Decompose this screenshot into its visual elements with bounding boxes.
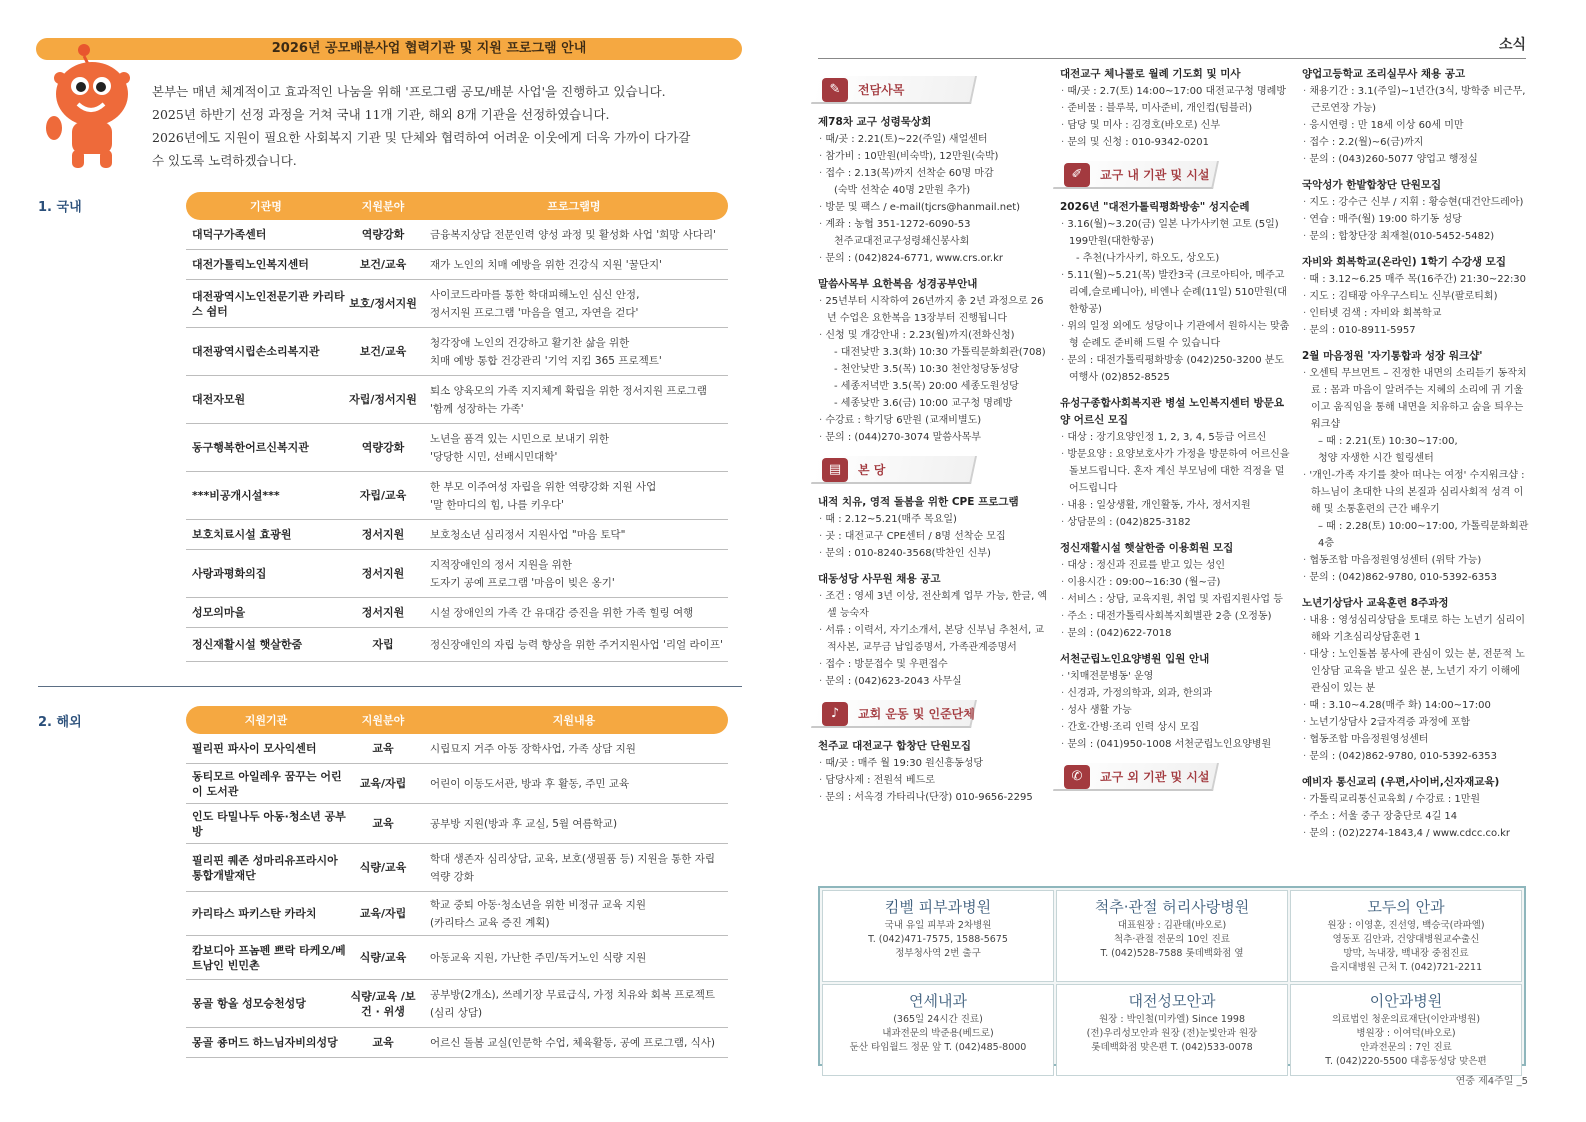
- notice-subitem: (숙박 선착순 40명 2만원 추가): [834, 185, 971, 196]
- org-name: 필리핀 파사이 모사익센터: [192, 742, 317, 755]
- intro-line: 2025년 하반기 선정 과정을 거쳐 국내 11개 기관, 해외 8개 기관을 선정하였습니다.: [152, 107, 610, 122]
- intro-text: [152, 80, 752, 172]
- program-cell: [420, 430, 728, 466]
- program-line: 역량 강화: [430, 870, 474, 883]
- notice-item: · 가톨릭교리통신교육회 / 수강료 : 1만원: [1302, 791, 1532, 808]
- support-field: 식량/교육: [359, 951, 407, 964]
- notice-title: 말씀사목부 요한복음 성경공부안내: [818, 278, 978, 290]
- org-name: 대전자모원: [192, 393, 246, 406]
- notice-item: · 방문 및 팩스 / e-mail(tjcrs@hanmail.net): [818, 199, 1048, 216]
- ad-name: 이안과병원: [1369, 992, 1443, 1010]
- program-cell: [420, 256, 728, 274]
- program-line: 어린이 이동도서관, 방과 후 활동, 주민 교육: [430, 777, 630, 790]
- program-line: 시설 장애인의 가족 간 유대감 증진을 위한 가족 힐링 여행: [430, 606, 694, 619]
- ad-line: T. (042)528-7588 롯데백화점 옆: [1100, 948, 1244, 959]
- news-column-1: [818, 66, 1048, 806]
- tab-icon: ♪: [822, 702, 848, 726]
- notice-item: · 간호·간병·조리 인력 상시 모집: [1060, 719, 1290, 736]
- support-field: 정서지원: [361, 528, 405, 541]
- notice-item: · 신경과, 가정의학과, 외과, 한의과: [1060, 685, 1290, 702]
- program-line: 지적장애인의 정서 지원을 위한: [430, 558, 572, 571]
- support-field: 정서지원: [361, 606, 405, 619]
- org-name: 동구행복한어르신복지관: [192, 441, 309, 454]
- org-name: 보호치료시설 효광원: [192, 528, 292, 541]
- ad-line: 안과전문의 : 7인 진료: [1360, 1042, 1452, 1053]
- notice-item: · 문의 : 010-8911-5957: [1302, 322, 1532, 339]
- program-cell: [420, 526, 728, 544]
- notice-title: 서천군립노인요양병원 입원 안내: [1060, 653, 1210, 665]
- notice-item: · 조건 : 영세 3년 이상, 전산회계 업무 가능, 한글, 엑셀 능숙자: [818, 588, 1048, 622]
- org-name: 인도 타밀나두 아동·청소년 공부방: [192, 809, 346, 838]
- support-field: 자립/정서지원: [349, 393, 417, 406]
- section-tab: [814, 72, 984, 104]
- notice-item: · 지도 : 강수근 신부 / 지휘 : 황승현(대건안드레아): [1302, 194, 1532, 211]
- table-row: [186, 980, 728, 1028]
- ad-line: 롯데백화점 맞은편 T. (042)533-0078: [1091, 1042, 1253, 1053]
- notice-item: · 때/곳 : 매주 월 19:30 원신흥동성당: [818, 755, 1048, 772]
- program-line: 학대 생존자 심리상담, 교육, 보호(생필품 등) 지원을 통한 자립: [430, 852, 716, 865]
- org-name: 대전광역시노인전문기관 카리타스 쉼터: [192, 289, 345, 318]
- notice-title: 2월 마음정원 '자기통합과 성장 워크샵': [1302, 350, 1483, 362]
- notice-item: · 협동조합 마음정원영성센터: [1302, 731, 1532, 748]
- program-cell: [420, 850, 728, 886]
- tab-label: 본 당: [858, 463, 886, 477]
- notice-item: · 문의 : (043)260-5077 양업고 행정실: [1302, 151, 1532, 168]
- notice-item: · 서비스 : 상담, 교육지원, 취업 및 자립지원사업 등: [1060, 591, 1290, 608]
- notice-subitem: 천주교대전교구성령쇄신봉사회: [834, 236, 970, 247]
- notice-item: · 신청 및 개강안내 : 2.23(월)까지(전화신청): [818, 327, 1048, 344]
- notice-title: 국악성가 한밭합창단 단원모집: [1302, 179, 1442, 191]
- program-cell: [420, 815, 728, 833]
- program-line: 공부방(2개소), 쓰레기장 무료급식, 가정 치유와 회복 프로젝트: [430, 988, 716, 1001]
- ad-line: 대표원장 : 김관태(바오로): [1117, 920, 1227, 931]
- ad-line: 영동포 김안과, 건양대병원교수출신: [1332, 934, 1480, 945]
- support-field: 교육: [372, 742, 394, 755]
- program-cell: [420, 556, 728, 592]
- page-label: 소식: [1498, 37, 1526, 53]
- program-line: 노년을 품격 있는 시민으로 보내기 위한: [430, 432, 609, 445]
- support-field: 자립/교육: [359, 489, 407, 502]
- tab-label: 교구 외 기관 및 시설: [1100, 770, 1210, 784]
- program-cell: [420, 286, 728, 322]
- ad-line: 척추·관절 전문의 10인 진료: [1114, 934, 1230, 945]
- program-cell: [420, 226, 728, 244]
- notice-item: · 문의 : 010-8240-3568(박찬인 신부): [818, 545, 1048, 562]
- ad-name: 대전성모안과: [1128, 992, 1216, 1010]
- org-name: 카리타스 파키스탄 카라치: [192, 907, 317, 920]
- news-column-2: [1060, 66, 1290, 801]
- notice-item: · 담당 및 미사 : 김경호(바오로) 신부: [1060, 117, 1290, 134]
- table-row: [186, 734, 728, 764]
- program-cell: [420, 775, 728, 793]
- notice-title: 자비와 회복학교(온라인) 1학기 수강생 모집: [1302, 256, 1506, 268]
- notice-item: · 주소 : 대전가톨릭사회복지회별관 2층 (오정동): [1060, 608, 1290, 625]
- program-line: 사이코드라마를 통한 학대피해노인 심신 안정,: [430, 288, 640, 301]
- notice-title: 유성구종합사회복지관 병설 노인복지센터 방문요양 어르신 모집: [1060, 397, 1284, 426]
- news-column-3: [1302, 66, 1532, 842]
- notice-item: · 문의 : (042)824-6771, www.crs.or.kr: [818, 250, 1048, 267]
- notice-title: 양업고등학교 조리실무사 채용 공고: [1302, 68, 1466, 80]
- notice-subitem: - 추천(나가사키, 하오도, 상오도): [1076, 253, 1220, 264]
- program-line: 재가 노인의 치매 예방을 위한 건강식 지원 '꿀단지': [430, 258, 662, 271]
- intro-line: 수 있도록 노력하겠습니다.: [152, 153, 297, 168]
- table-row: [186, 472, 728, 520]
- program-line: '말 한마디의 힘, 나를 키우다': [430, 498, 565, 511]
- support-field: 정서지원: [361, 567, 405, 580]
- notice-item: · 수강료 : 학기당 6만원 (교재비별도): [818, 412, 1048, 429]
- notice-item: · 문의 및 신청 : 010-9342-0201: [1060, 134, 1290, 151]
- section-tab: [814, 452, 984, 484]
- ad-line: 정부청사역 2번 출구: [895, 948, 981, 959]
- notice-item: · 대상 : 장기요양인정 1, 2, 3, 4, 5등급 어르신: [1060, 429, 1290, 446]
- org-name: 동티모르 아일레우 꿈꾸는 어린이 도서관: [192, 769, 342, 798]
- ad-box: [1290, 890, 1522, 982]
- support-field: 교육/자립: [359, 907, 407, 920]
- ad-line: (365일 24시간 진료): [893, 1014, 983, 1025]
- header-org: 기관명: [250, 200, 282, 213]
- notice-title: 노년기상담사 교육훈련 8주과정: [1302, 597, 1449, 609]
- notice-item: · 문의 : (042)623-2043 사무실: [818, 673, 1048, 690]
- ad-line: 둔산 타임월드 정문 앞 T. (042)485-8000: [849, 1042, 1027, 1053]
- notice-item: · 때/곳 : 2.21(토)~22(주일) 새얼센터: [818, 131, 1048, 148]
- program-line: 시립묘지 거주 아동 장학사업, 가족 상담 지원: [430, 742, 636, 755]
- notice-item: · 위의 일정 외에도 성당이나 기관에서 원하시는 맞춤형 순례도 준비해 드릴 수 있습니다: [1060, 318, 1290, 352]
- program-cell: [420, 896, 728, 932]
- table-row: [186, 764, 728, 804]
- support-field: 교육/자립: [359, 777, 407, 790]
- notice-item: · 때 : 3.12~6.25 매주 목(16주간) 21:30~22:30: [1302, 271, 1532, 288]
- notice-item: · 25년부터 시작하여 26년까지 총 2년 과정으로 26년 수업은 요한복음 13장부터 진행됩니다: [818, 293, 1048, 327]
- notice-item: · 협동조합 마음정원영성센터 (위탁 가능): [1302, 552, 1532, 569]
- org-name: 대덕구가족센터: [192, 228, 267, 241]
- notice-item: · 문의 : 대전가톨릭평화방송 (042)250-3200 분도여행사 (02)852-8525: [1060, 352, 1290, 386]
- intro-line: 본부는 매년 체계적이고 효과적인 나눔을 위해 '프로그램 공모/배분 사업'을 진행하고 있습니다.: [152, 84, 666, 99]
- org-name: 대전가톨릭노인복지센터: [192, 258, 309, 271]
- notice-item: · 참가비 : 10만원(비숙박), 12만원(숙박): [818, 148, 1048, 165]
- program-line: 공부방 지원(방과 후 교실, 5월 여름학교): [430, 817, 618, 830]
- program-line: 청각장애 노인의 건강하고 활기찬 삶을 위한: [430, 336, 630, 349]
- ad-name: 모두의 안과: [1367, 898, 1445, 916]
- org-name: ***비공개시설***: [192, 489, 280, 502]
- notice-title: 정신재활시설 햇살한줌 이용회원 모집: [1060, 542, 1234, 554]
- header-field: 지원분야: [361, 714, 405, 727]
- notice-item: · 성사 생활 가능: [1060, 702, 1290, 719]
- ad-name: 연세내과: [909, 992, 967, 1010]
- ads-grid: [818, 886, 1526, 1066]
- ad-line: 의료법인 청운의료재단(이안과병원): [1331, 1014, 1481, 1025]
- domestic-label: 1. 국내: [38, 200, 82, 215]
- ad-line: (전)우리성모안과 원장 (전)눈빛안과 원장: [1086, 1028, 1258, 1039]
- support-field: 식량/교육 /보건 · 위생: [350, 989, 416, 1018]
- program-line: 아동교육 지원, 가난한 주민/독거노인 식량 지원: [430, 951, 647, 964]
- notice-item: · 접수 : 방문접수 및 우편접수: [818, 656, 1048, 673]
- table-row: [186, 220, 728, 250]
- notice-title: 내적 치유, 영적 돌봄을 위한 CPE 프로그램: [818, 496, 1019, 508]
- table-row: [186, 328, 728, 376]
- table-row: [186, 280, 728, 328]
- ad-box: [822, 890, 1054, 982]
- program-cell: [420, 604, 728, 622]
- notice-item: · 내용 : 영성심리상담을 토대로 하는 노년기 심리이해와 기초심리상담훈련 1: [1302, 612, 1532, 646]
- overseas-label: 2. 해외: [38, 715, 82, 730]
- program-line: (카리타스 교육 증진 계획): [430, 916, 550, 929]
- notice-item: · 주소 : 서울 중구 장충단로 4길 14: [1302, 808, 1532, 825]
- org-name: 정신재활시설 햇살한줌: [192, 638, 303, 651]
- program-cell: [420, 986, 728, 1022]
- ad-line: 원장 : 이영훈, 진선영, 백승국(라파엘): [1327, 920, 1485, 931]
- header-field: 지원분야: [361, 200, 405, 213]
- ad-box: [1290, 984, 1522, 1076]
- notice-subitem: - 세종낮반 3.6(금) 10:00 교구청 명례방: [834, 398, 1013, 409]
- section-divider: [38, 686, 742, 687]
- notice-item: · 상담문의 : (042)825-3182: [1060, 514, 1290, 531]
- program-cell: [420, 382, 728, 418]
- notice-item: · 인터넷 검색 : 자비와 회복학교: [1302, 305, 1532, 322]
- notice-item: · 접수 : 2.2(월)~6(금)까지: [1302, 134, 1532, 151]
- notice-item: · '개인-가족 자기를 찾아 떠나는 여정' 수지워크샵 : 하느님이 초대한 나의 본질과 심리사회적 성격 이해 및 소통훈련의 근간 배우기: [1302, 467, 1532, 518]
- ad-line: 을지대병원 근처 T. (042)721-2211: [1329, 962, 1483, 973]
- notice-item: · 대상 : 정신과 진료를 받고 있는 성인: [1060, 557, 1290, 574]
- table-row: [186, 520, 728, 550]
- notice-item: · 5.11(월)~5.21(목) 발칸3국 (크로아티아, 메주고리예,슬로베니아), 비엔나 순례(11일) 510만원(대한항공): [1060, 267, 1290, 318]
- program-line: (심리 상담): [430, 1006, 483, 1019]
- header-program: 지원내용: [552, 714, 596, 727]
- table-row: [186, 376, 728, 424]
- program-line: 어르신 돌봄 교실(인문학 수업, 체육활동, 공예 프로그램, 식사): [430, 1036, 716, 1049]
- overseas-table: [186, 706, 728, 1058]
- banner-title: 2026년 공모배분사업 협력기관 및 지원 프로그램 안내: [271, 41, 587, 56]
- table-row: [186, 250, 728, 280]
- ad-box: [822, 984, 1054, 1076]
- program-cell: [420, 478, 728, 514]
- notice-title: 2026년 "대전가톨릭평화방송" 성지순례: [1060, 201, 1250, 213]
- table-row: [186, 804, 728, 844]
- program-line: 도자기 공예 프로그램 '마음이 빚은 옹기': [430, 576, 615, 589]
- ad-line: 병원장 : 이여덕(바오로): [1356, 1028, 1456, 1039]
- header-org: 지원기관: [244, 714, 288, 727]
- notice-item: · 노년기상담사 2급자격증 과정에 포함: [1302, 714, 1532, 731]
- table-row: [186, 936, 728, 980]
- org-name: 사랑과평화의집: [192, 567, 267, 580]
- org-name: 대전광역시립손소리복지관: [192, 345, 320, 358]
- notice-item: · 문의 : (042)862-9780, 010-5392-6353: [1302, 569, 1532, 586]
- notice-item: · 문의 : (042)622-7018: [1060, 625, 1290, 642]
- notice-item: · 계좌 : 농협 351-1272-6090-53: [818, 216, 1048, 233]
- tab-label: 전담사목: [858, 83, 905, 97]
- program-cell: [420, 334, 728, 370]
- header-program: 프로그램명: [547, 200, 601, 213]
- notice-item: · 문의 : 합창단장 최재철(010-5452-5482): [1302, 228, 1532, 245]
- org-name: 몽골 죵머드 하느님자비의성당: [192, 1036, 338, 1049]
- notice-item: · 담당사제 : 전원석 베드로: [818, 772, 1048, 789]
- table-header: [186, 192, 728, 220]
- program-line: 퇴소 양육모의 가족 지지체계 확립을 위한 정서지원 프로그램: [430, 384, 707, 397]
- table-row: [186, 628, 728, 662]
- ad-name: 킴벨 피부과병원: [884, 898, 992, 916]
- support-field: 교육: [372, 1036, 394, 1049]
- program-line: '함께 성장하는 가족': [430, 402, 524, 415]
- notice-item: · 문의 : (041)950-1008 서천군립노인요양병원: [1060, 736, 1290, 753]
- notice-item: · 접수 : 2.13(목)까지 선착순 60명 마감: [818, 165, 1048, 182]
- tab-icon: ▤: [822, 458, 848, 482]
- notice-subitem: – 때 : 2.21(토) 10:30~17:00,: [1318, 436, 1458, 447]
- table-row: [186, 844, 728, 892]
- program-line: 정서지원 프로그램 '마음을 열고, 자연을 걷다': [430, 306, 639, 319]
- ad-box: [1056, 890, 1288, 982]
- tab-icon: ✐: [1064, 163, 1090, 187]
- program-cell: [420, 636, 728, 654]
- notice-item: · 문의 : 서옥경 가타리나(단장) 010-9656-2295: [818, 789, 1048, 806]
- program-cell: [420, 949, 728, 967]
- notice-item: · 이용시간 : 09:00~16:30 (월~금): [1060, 574, 1290, 591]
- notice-subitem: - 대전낮반 3.3(화) 10:30 가톨릭문화회관(708): [834, 347, 1046, 358]
- table-row: [186, 424, 728, 472]
- notice-item: · 문의 : (042)862-9780, 010-5392-6353: [1302, 748, 1532, 765]
- org-name: 캄보디아 프놈펜 쁘락 타케오/베트남인 빈민촌: [192, 943, 346, 972]
- page-footer: 연중 제4주일 _5: [1455, 1076, 1528, 1087]
- table-row: [186, 550, 728, 598]
- section-tab: [1056, 759, 1226, 791]
- support-field: 보건/교육: [359, 258, 407, 271]
- org-name: 성모의마을: [192, 606, 246, 619]
- table-row: [186, 598, 728, 628]
- program-line: 치매 예방 통합 건강관리 '기억 지킴 365 프로젝트': [430, 354, 662, 367]
- tab-label: 교구 내 기관 및 시설: [1100, 168, 1210, 182]
- notice-title: 대동성당 사무원 채용 공고: [818, 573, 941, 585]
- notice-item: · 문의 : (044)270-3074 말씀사목부: [818, 429, 1048, 446]
- program-line: 금융복지상담 전문인력 양성 과정 및 활성화 사업 '희망 사다리': [430, 228, 717, 241]
- notice-item: · 지도 : 김태광 아우구스티노 신부(팔로티회): [1302, 288, 1532, 305]
- support-field: 교육: [372, 817, 394, 830]
- notice-item: · 3.16(월)~3.20(금) 일본 나가사키현 고토 (5일) 199만원(대한항공): [1060, 216, 1290, 250]
- notice-item: · 준비물 : 블루북, 미사준비, 개인컵(텀블러): [1060, 100, 1290, 117]
- notice-item: · 연습 : 매주(월) 19:00 하기동 성당: [1302, 211, 1532, 228]
- support-field: 식량/교육: [359, 861, 407, 874]
- support-field: 자립: [372, 638, 394, 651]
- notice-subitem: – 때 : 2.28(토) 10:00~17:00, 가톨릭문화회관4층: [1318, 521, 1529, 549]
- ad-line: 내과전문의 박준용(베드로): [882, 1028, 994, 1039]
- ad-box: [1056, 984, 1288, 1076]
- ad-name: 척추·관절 허리사랑병원: [1094, 898, 1250, 916]
- domestic-table: [186, 192, 728, 662]
- table-row: [186, 1028, 728, 1058]
- notice-item: · 대상 : 노인돌봄 봉사에 관심이 있는 분, 전문적 노인상담 교육을 받고 싶은 분, 노년기 자기 이해에 관심이 있는 분: [1302, 646, 1532, 697]
- program-cell: [420, 1034, 728, 1052]
- section-tab: [1056, 157, 1226, 189]
- notice-item: · 문의 : (02)2274-1843,4 / www.cdcc.co.kr: [1302, 825, 1532, 842]
- notice-item: · 방문요양 : 요양보호사가 가정을 방문하여 어르신을 돌보드립니다. 혼자 계신 부모님에 대한 걱정을 덜어드립니다: [1060, 446, 1290, 497]
- tab-icon: ✆: [1064, 765, 1090, 789]
- intro-line: 2026년에도 지원이 필요한 사회복지 기관 및 단체와 협력하여 어려운 이웃에게 더욱 가까이 다가갈: [152, 130, 691, 145]
- org-name: 필리핀 퀘존 성마리유프라시아 통합개발재단: [192, 853, 338, 882]
- notice-item: · 오센틱 무브먼트 – 진정한 내면의 소리듣기 동작치료 : 몸과 마음이 알려주는 지혜의 소리에 귀 기울이고 움직임을 통해 내면을 치유하고 숨을 틔우는 워크샵: [1302, 365, 1532, 433]
- left-page: [0, 0, 780, 1122]
- ad-line: 원장 : 박인철(미카엘) Since 1998: [1098, 1014, 1246, 1025]
- tab-icon: ✎: [822, 78, 848, 102]
- table-header: [186, 706, 728, 734]
- notice-item: · 채용기간 : 3.1(주일)~1년간(3식, 방학중 비근무, 근로연장 가능): [1302, 83, 1532, 117]
- notice-item: · '치매전문병동' 운영: [1060, 668, 1290, 685]
- section-tab: [814, 696, 984, 728]
- program-line: 학교 중퇴 아동·청소년을 위한 비정규 교육 지원: [430, 898, 647, 911]
- program-line: 정신장애인의 자립 능력 향상을 위한 주거지원사업 '리얼 라이프': [430, 638, 723, 651]
- ad-line: 망막, 녹내장, 백내장 중점진료: [1343, 948, 1469, 959]
- notice-item: · 응시연령 : 만 18세 이상 60세 미만: [1302, 117, 1532, 134]
- notice-subitem: - 천안낮반 3.5(목) 10:30 천안청당동성당: [834, 364, 1019, 375]
- tab-label: 교회 운동 및 인준단체: [858, 707, 975, 721]
- notice-item: · 서류 : 이력서, 자기소개서, 본당 신부님 추천서, 교적사본, 교무금 납입증명서, 가족관계증명서: [818, 622, 1048, 656]
- notice-item: · 때 : 3.10~4.28(매주 화) 14:00~17:00: [1302, 697, 1532, 714]
- program-line: 보호청소년 심리정서 지원사업 "마음 토닥": [430, 528, 626, 541]
- notice-item: · 때 : 2.12~5.21(매주 목요일): [818, 511, 1048, 528]
- org-name: 몽골 항올 성모승천성당: [192, 997, 306, 1010]
- support-field: 역량강화: [361, 228, 405, 241]
- notice-title: 천주교 대전교구 합창단 단원모집: [818, 740, 971, 752]
- notice-title: 대전교구 체나콜로 월례 기도회 및 미사: [1060, 68, 1241, 80]
- program-cell: [420, 740, 728, 758]
- notice-title: 제78차 교구 성령묵상회: [818, 116, 932, 128]
- ad-line: 국내 유일 피부과 2차병원: [884, 920, 992, 931]
- ad-line: T. (042)220-5500 대흥동성당 맞은편: [1325, 1056, 1487, 1067]
- notice-title: 예비자 통신교리 (우편,사이버,신자재교육): [1302, 776, 1500, 788]
- ad-line: T. (042)471-7575, 1588-5675: [868, 934, 1008, 945]
- notice-subitem: 청양 자생한 시간 힐링센터: [1318, 453, 1434, 464]
- notice-subitem: - 세종저녁반 3.5(목) 20:00 세종도원성당: [834, 381, 1019, 392]
- notice-item: · 곳 : 대전교구 CPE센터 / 8명 선착순 모집: [818, 528, 1048, 545]
- program-line: '당당한 시민, 선배시민대학': [430, 450, 558, 463]
- notice-item: · 내용 : 일상생활, 개인활동, 가사, 정서지원: [1060, 497, 1290, 514]
- notice-item: · 때/곳 : 2.7(토) 14:00~17:00 대전교구청 명례방: [1060, 83, 1290, 100]
- support-field: 보건/교육: [359, 345, 407, 358]
- support-field: 보호/정서지원: [349, 297, 417, 310]
- support-field: 역량강화: [361, 441, 405, 454]
- table-row: [186, 892, 728, 936]
- program-line: 한 부모 이주여성 자립을 위한 역량강화 지원 사업: [430, 480, 657, 493]
- top-rule: [818, 58, 1526, 59]
- mascot-icon: [44, 42, 142, 172]
